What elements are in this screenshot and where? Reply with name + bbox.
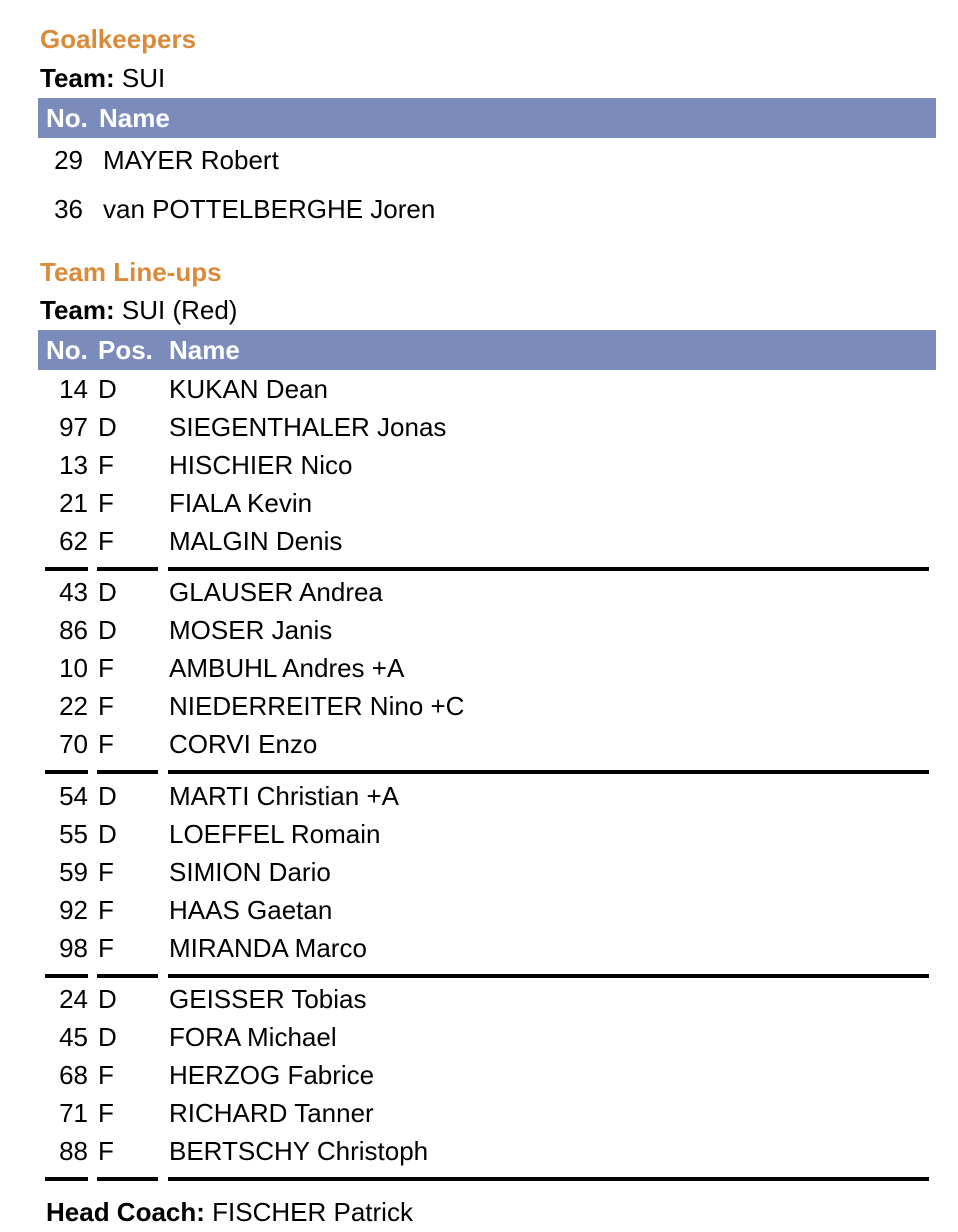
player-name: HISCHIER Nico (169, 450, 353, 480)
player-position: D (98, 374, 117, 404)
player-name: MOSER Janis (169, 615, 333, 645)
player-number: 59 (59, 857, 88, 887)
player-number: 86 (59, 615, 88, 645)
lineups-title: Team Line-ups (40, 257, 222, 287)
player-number: 88 (59, 1136, 88, 1166)
player-name: BERTSCHY Christoph (169, 1136, 429, 1166)
line-separator (0, 1177, 958, 1181)
player-number: 13 (59, 450, 88, 480)
head-coach-label: Head Coach: (46, 1197, 205, 1227)
player-name: MALGIN Denis (169, 526, 343, 556)
separator-segment (45, 770, 88, 774)
player-name: LOEFFEL Romain (169, 819, 381, 849)
player-name: HAAS Gaetan (169, 895, 333, 925)
lineups-team-value: SUI (Red) (121, 295, 238, 325)
line-separator (0, 567, 958, 571)
player-number: 29 (54, 145, 83, 175)
player-position: F (98, 1060, 114, 1090)
player-name: AMBUHL Andres +A (169, 653, 405, 683)
player-number: 14 (59, 374, 88, 404)
player-name: SIMION Dario (169, 857, 331, 887)
player-position: D (98, 412, 117, 442)
player-position: D (98, 1022, 117, 1052)
player-name: KUKAN Dean (169, 374, 328, 404)
player-position: D (98, 577, 117, 607)
head-coach-line (46, 1199, 413, 1225)
player-name: CORVI Enzo (169, 729, 318, 759)
player-position: F (98, 450, 114, 480)
header-name: Name (99, 103, 170, 133)
player-number: 68 (59, 1060, 88, 1090)
player-name: SIEGENTHALER Jonas (169, 412, 447, 442)
player-number: 62 (59, 526, 88, 556)
player-number: 10 (59, 653, 88, 683)
separator-segment (168, 770, 929, 774)
lineups-team-label: Team: (40, 295, 115, 325)
player-position: F (98, 488, 114, 518)
lineups-team-line (40, 297, 237, 323)
player-number: 55 (59, 819, 88, 849)
player-number: 21 (59, 488, 88, 518)
player-number: 22 (59, 691, 88, 721)
goalkeepers-table-header (38, 98, 936, 138)
player-name: HERZOG Fabrice (169, 1060, 375, 1090)
player-name: MAYER Robert (103, 145, 279, 175)
header-no: No. (46, 335, 88, 365)
player-position: F (98, 895, 114, 925)
player-position: F (98, 933, 114, 963)
player-name: GLAUSER Andrea (169, 577, 383, 607)
separator-segment (168, 567, 929, 571)
separator-segment (97, 770, 158, 774)
player-number: 70 (59, 729, 88, 759)
player-position: F (98, 857, 114, 887)
player-number: 54 (59, 781, 88, 811)
separator-segment (168, 1177, 929, 1181)
player-name: MARTI Christian +A (169, 781, 399, 811)
player-name: RICHARD Tanner (169, 1098, 374, 1128)
separator-segment (97, 567, 158, 571)
player-position: D (98, 819, 117, 849)
header-pos: Pos. (98, 335, 153, 365)
line-separator (0, 974, 958, 978)
goalkeepers-title: Goalkeepers (40, 24, 197, 54)
header-no: No. (46, 103, 88, 133)
player-position: D (98, 615, 117, 645)
player-position: F (98, 526, 114, 556)
goalkeepers-team-value: SUI (121, 63, 166, 93)
separator-segment (45, 974, 88, 978)
header-name: Name (169, 335, 240, 365)
player-name: NIEDERREITER Nino +C (169, 691, 465, 721)
separator-segment (97, 1177, 158, 1181)
line-separator (0, 770, 958, 774)
player-number: 71 (59, 1098, 88, 1128)
separator-segment (168, 974, 929, 978)
player-number: 97 (59, 412, 88, 442)
player-position: F (98, 691, 114, 721)
player-position: F (98, 653, 114, 683)
separator-segment (45, 1177, 88, 1181)
player-position: F (98, 1136, 114, 1166)
player-name: GEISSER Tobias (169, 984, 367, 1014)
player-name: FIALA Kevin (169, 488, 313, 518)
player-position: F (98, 729, 114, 759)
player-name: FORA Michael (169, 1022, 337, 1052)
player-position: D (98, 984, 117, 1014)
player-name: van POTTELBERGHE Joren (103, 194, 436, 224)
player-number: 98 (59, 933, 88, 963)
player-number: 92 (59, 895, 88, 925)
player-position: F (98, 1098, 114, 1128)
player-number: 36 (54, 194, 83, 224)
goalkeepers-team-line (40, 65, 165, 91)
separator-segment (97, 974, 158, 978)
goalkeepers-team-label: Team: (40, 63, 115, 93)
player-name: MIRANDA Marco (169, 933, 367, 963)
head-coach-value: FISCHER Patrick (212, 1197, 413, 1227)
player-position: D (98, 781, 117, 811)
separator-segment (45, 567, 88, 571)
player-number: 24 (59, 984, 88, 1014)
player-number: 45 (59, 1022, 88, 1052)
player-number: 43 (59, 577, 88, 607)
lineups-table-header (38, 330, 936, 370)
